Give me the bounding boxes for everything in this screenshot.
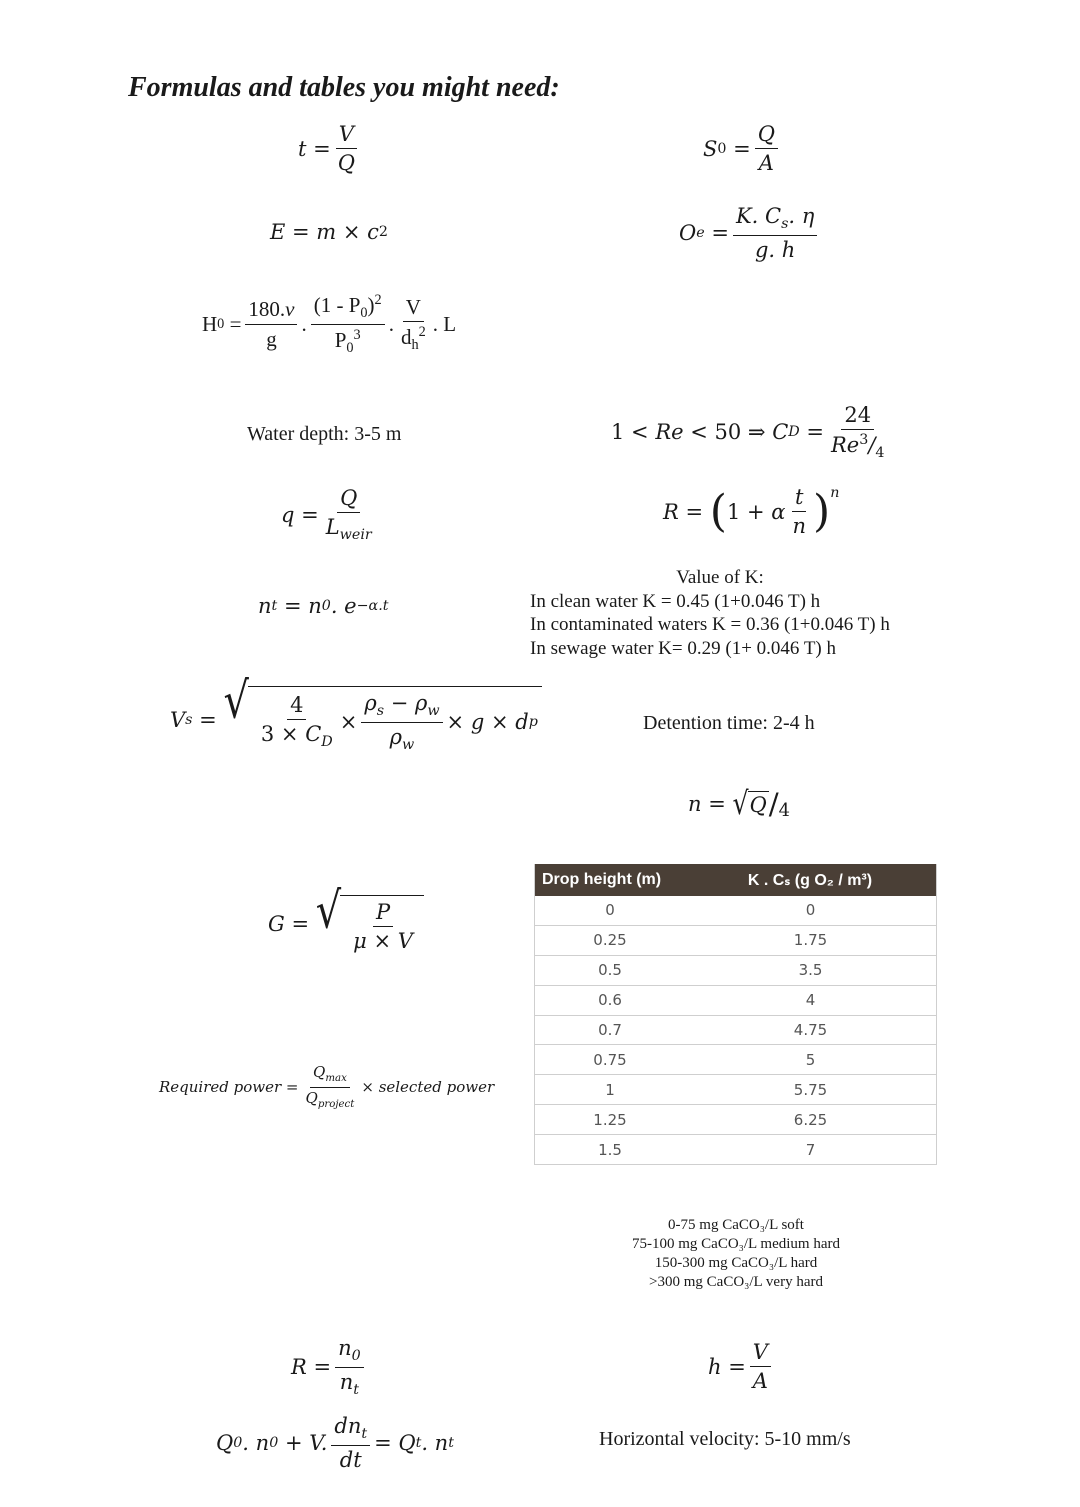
kcs-cell: 3.5 (685, 955, 937, 985)
hardness-line: 75-100 mg CaCO₃/L medium hard (632, 1236, 840, 1252)
hardness-line: >300 mg CaCO₃/L very hard (649, 1274, 823, 1290)
table-row (535, 896, 937, 925)
table-row (535, 955, 937, 985)
detention-time-text: Detention time: 2-4 h (643, 712, 815, 734)
formula-drag-coefficient: 1 < Re < 50 ⇒ C D = $\frac{24}{Re^3/_4}$ (611, 403, 885, 462)
drop-height-cell: 0.7 (535, 1015, 686, 1045)
k-values-title: Value of K: (676, 567, 764, 588)
drop-height-cell: 0.6 (535, 985, 686, 1015)
drop-height-cell: 0.25 (535, 925, 686, 955)
k-value-line: In sewage water K= 0.29 (1+ 0.046 T) h (530, 637, 837, 659)
formula-required-power: Required power = $\frac{Q_{max}}{Q_{project}}$ × selected power (159, 1063, 495, 1110)
k-value-line: In clean water K = 0.45 (1+0.046 T) h (530, 590, 821, 612)
kcs-cell: 7 (685, 1135, 937, 1165)
table-header-drop-height: Drop height (m) (535, 864, 686, 896)
kcs-cell: 5.75 (685, 1075, 937, 1105)
k-value-line: In contaminated waters K = 0.36 (1+0.046 T) h (530, 614, 890, 635)
formula-velocity-gradient: G = √ $\frac{P}{\mu \times V}$ (268, 895, 424, 953)
formula-oxygen-efficiency: O e = $\frac{K. C_s. \eta}{g. h}$ (679, 204, 821, 262)
kcs-cell: 1.75 (685, 925, 937, 955)
table-row (535, 925, 937, 955)
page-title: Formulas and tables you might need: (128, 72, 560, 103)
table-row (535, 985, 937, 1015)
table-row (535, 1045, 937, 1075)
kcs-cell: 4.75 (685, 1015, 937, 1045)
formula-number-of-units: n = √ Q / 4 (688, 785, 791, 822)
formula-depth: h = $\frac{V}{A}$ (708, 1340, 775, 1393)
formula-first-order-decay: n t = n 0 . e −α.t (258, 594, 389, 618)
table-row (535, 1135, 937, 1165)
formula-removal-ratio: R = $\frac{n_0}{n_t}$ (291, 1336, 368, 1398)
drop-height-cell: 0.75 (535, 1045, 686, 1075)
drop-height-cell: 0.5 (535, 955, 686, 985)
kcs-cell: 4 (685, 985, 937, 1015)
drop-height-cell: 1 (535, 1075, 686, 1105)
kcs-cell: 5 (685, 1045, 937, 1075)
formula-time: t = $\frac{V}{Q}$ (298, 122, 355, 176)
kcs-cell: 6.25 (685, 1105, 937, 1135)
drop-height-cell: 1.5 (535, 1135, 686, 1165)
table-header-kcs: K . Cₛ (g O₂ / m³) (685, 864, 937, 896)
horizontal-velocity-text: Horizontal velocity: 5-10 mm/s (599, 1428, 851, 1450)
table-row (535, 1105, 937, 1135)
drop-height-cell: 0 (535, 896, 686, 925)
kcs-cell: 0 (685, 896, 937, 925)
table-row (535, 1015, 937, 1045)
formula-head-loss: H 0 = $\frac{180.\nu}{g}$ . $\frac{(1 - P_0)^2}{P_0^3}$ . $\frac{V}{d_h^2}$ . L (202, 292, 457, 356)
hardness-line: 0-75 mg CaCO₃/L soft (668, 1217, 804, 1233)
k-values-block (530, 566, 910, 660)
formula-compound-removal: R = ( 1 + α $\frac{t}{n}$ ) $^n$ (663, 485, 840, 539)
drop-height-cell: 1.25 (535, 1105, 686, 1135)
drop-height-table (534, 864, 937, 1165)
table-row (535, 1075, 937, 1105)
formula-mass-balance: Q 0 . n 0 + V. $\frac{dn_t}{dt}$ = Q t . n t (216, 1414, 454, 1472)
formula-weir-loading: q = $\frac{Q}{L_{weir}}$ (281, 486, 372, 544)
hardness-classification (600, 1216, 872, 1292)
water-depth-text: Water depth: 3-5 m (247, 423, 402, 445)
formula-settling-velocity: V s = √ $\frac{4}{3 \times C_D}$ × $\frac{\rho_s - \rho_w}{\rho_w}$ × g × d p (170, 686, 542, 753)
hardness-line: 150-300 mg CaCO₃/L hard (654, 1255, 818, 1271)
formula-surface-loading: S 0 = $\frac{Q}{A}$ (703, 122, 782, 175)
formula-energy: E = m × c 2 (270, 220, 388, 244)
